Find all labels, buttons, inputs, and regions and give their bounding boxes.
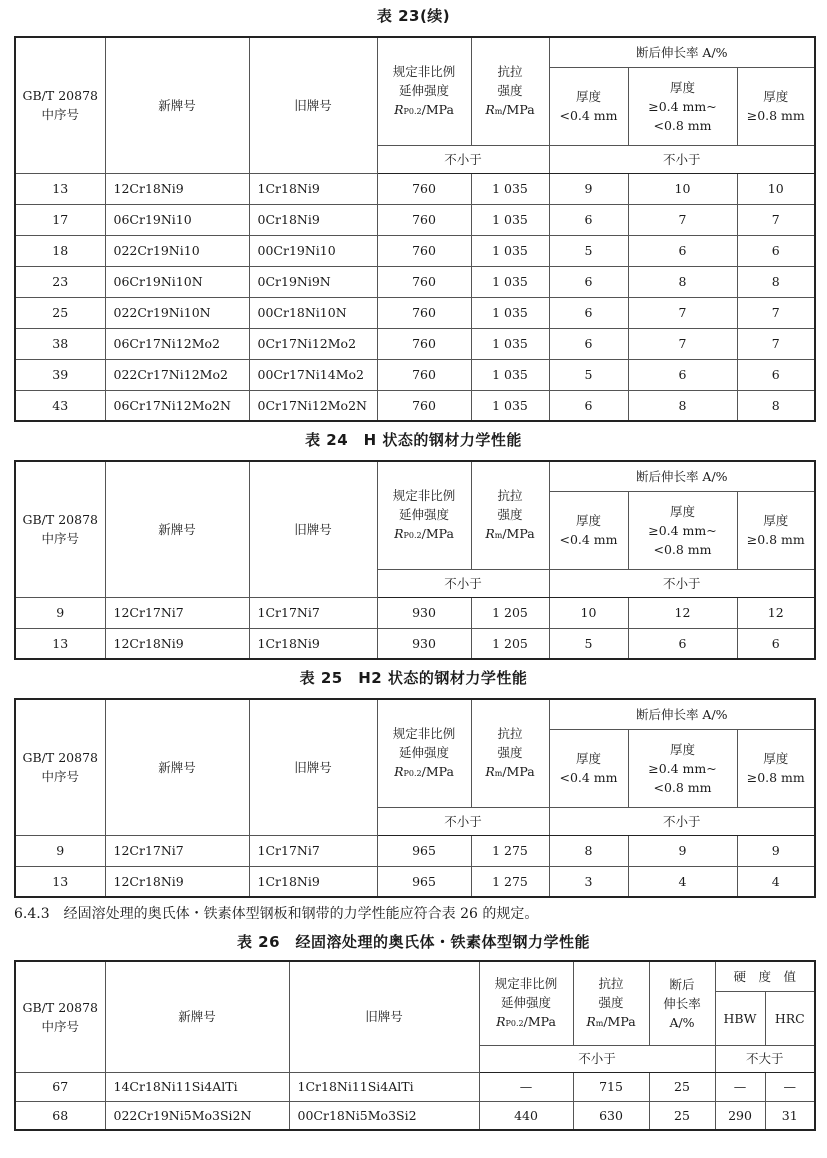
- col-header-gb: GB/T 20878 中序号: [15, 37, 105, 173]
- table-cell: 6: [549, 390, 628, 421]
- col-header-gb: GB/T 20878 中序号: [15, 699, 105, 835]
- table-cell: 1 035: [471, 328, 549, 359]
- table-cell: 9: [15, 597, 105, 628]
- col-header-gb: GB/T 20878 中序号: [15, 961, 105, 1072]
- table-cell: 1Cr18Ni9: [249, 173, 377, 204]
- table-cell: 6: [737, 359, 815, 390]
- col-header-elongation: 断后伸长率 A/%: [549, 699, 815, 729]
- table-cell: 8: [549, 835, 628, 866]
- table-cell: 022Cr19Ni10N: [105, 297, 249, 328]
- col-header-max: 不大于: [715, 1045, 815, 1072]
- table-cell: 4: [628, 866, 737, 897]
- table-cell: 760: [377, 390, 471, 421]
- table-23-header: [15, 37, 815, 173]
- table-row: [15, 835, 815, 866]
- table-cell: 06Cr19Ni10N: [105, 266, 249, 297]
- table-cell: 1Cr18Ni9: [249, 866, 377, 897]
- col-header-thickness-3: 厚度 ≥0.8 mm: [737, 491, 815, 569]
- table-cell: 6: [549, 266, 628, 297]
- col-header-new-grade: 新牌号: [105, 37, 249, 173]
- table-row: [15, 173, 815, 204]
- table-cell: 6: [628, 359, 737, 390]
- table-row: [15, 328, 815, 359]
- col-header-min-elongation: 不小于: [549, 145, 815, 173]
- table-cell: 440: [479, 1101, 573, 1130]
- table-cell: 25: [649, 1072, 715, 1101]
- col-header-old-grade: 旧牌号: [289, 961, 479, 1072]
- table-cell: 00Cr18Ni5Mo3Si2: [289, 1101, 479, 1130]
- table-cell: 67: [15, 1072, 105, 1101]
- table-cell: 1 035: [471, 235, 549, 266]
- table-cell: 7: [737, 328, 815, 359]
- table-cell: 760: [377, 204, 471, 235]
- table-row: [15, 359, 815, 390]
- table-cell: 965: [377, 866, 471, 897]
- table-cell: 0Cr17Ni12Mo2N: [249, 390, 377, 421]
- table-row: [15, 866, 815, 897]
- table-cell: 17: [15, 204, 105, 235]
- table-23-caption: 表 23(续): [376, 7, 451, 25]
- table-23-body: [15, 173, 815, 421]
- col-header-old-grade: 旧牌号: [249, 37, 377, 173]
- col-header-tensile: 抗拉 强度 Rm/MPa: [573, 961, 649, 1045]
- col-header-new-grade: 新牌号: [105, 699, 249, 835]
- table-cell: 1 035: [471, 266, 549, 297]
- table-cell: 12: [628, 597, 737, 628]
- table-cell: 9: [549, 173, 628, 204]
- col-header-thickness-2: 厚度 ≥0.4 mm~ <0.8 mm: [628, 67, 737, 145]
- table-cell: 13: [15, 173, 105, 204]
- table-26-header: [15, 961, 815, 1072]
- col-header-thickness-1: 厚度 <0.4 mm: [549, 67, 628, 145]
- col-header-new-grade: 新牌号: [105, 961, 289, 1072]
- table-cell: 7: [628, 204, 737, 235]
- table-cell: 1Cr17Ni7: [249, 597, 377, 628]
- table-cell: 5: [549, 359, 628, 390]
- table-row: [15, 1072, 815, 1101]
- table-row: [15, 628, 815, 659]
- table-cell: 1 035: [471, 390, 549, 421]
- table-cell: 39: [15, 359, 105, 390]
- table-cell: 760: [377, 173, 471, 204]
- table-cell: 10: [628, 173, 737, 204]
- table-row: [15, 597, 815, 628]
- table-cell: 25: [649, 1101, 715, 1130]
- col-header-tensile: 抗拉 强度 Rm/MPa: [471, 699, 549, 807]
- col-header-gb: GB/T 20878 中序号: [15, 461, 105, 597]
- table-25-body: [15, 835, 815, 897]
- table-cell: 5: [549, 235, 628, 266]
- col-header-yield: 规定非比例 延伸强度 RP0.2/MPa: [479, 961, 573, 1045]
- table-cell: 3: [549, 866, 628, 897]
- table-cell: 022Cr19Ni10: [105, 235, 249, 266]
- table-cell: 8: [737, 390, 815, 421]
- table-cell: 760: [377, 266, 471, 297]
- col-header-yield: 规定非比例 延伸强度 RP0.2/MPa: [377, 461, 471, 569]
- col-header-min-strength: 不小于: [377, 807, 549, 835]
- table-cell: 760: [377, 328, 471, 359]
- col-header-thickness-2: 厚度 ≥0.4 mm~ <0.8 mm: [628, 491, 737, 569]
- col-header-min-elongation: 不小于: [549, 569, 815, 597]
- table-cell: 760: [377, 297, 471, 328]
- table-cell: 12Cr18Ni9: [105, 173, 249, 204]
- table-25: [14, 698, 816, 898]
- table-row: [15, 297, 815, 328]
- table-cell: 930: [377, 597, 471, 628]
- table-cell: 1 205: [471, 597, 549, 628]
- table-cell: 965: [377, 835, 471, 866]
- col-header-thickness-2: 厚度 ≥0.4 mm~ <0.8 mm: [628, 729, 737, 807]
- table-cell: 13: [15, 628, 105, 659]
- col-header-elongation: 断后伸长率 A/%: [549, 461, 815, 491]
- table-cell: 8: [737, 266, 815, 297]
- table-cell: 12Cr18Ni9: [105, 866, 249, 897]
- table-cell: —: [479, 1072, 573, 1101]
- table-cell: 7: [628, 297, 737, 328]
- table-row: [15, 204, 815, 235]
- col-header-new-grade: 新牌号: [105, 461, 249, 597]
- table-cell: 00Cr17Ni14Mo2: [249, 359, 377, 390]
- table-cell: 10: [549, 597, 628, 628]
- table-cell: 06Cr17Ni12Mo2N: [105, 390, 249, 421]
- table-cell: 290: [715, 1101, 765, 1130]
- table-25-caption: 表 25 H2 状态的钢材力学性能: [299, 669, 528, 687]
- table-cell: 12Cr17Ni7: [105, 597, 249, 628]
- table-cell: 12: [737, 597, 815, 628]
- col-header-min-elongation: 不小于: [549, 807, 815, 835]
- table-cell: 1 275: [471, 835, 549, 866]
- table-cell: 630: [573, 1101, 649, 1130]
- table-cell: 25: [15, 297, 105, 328]
- table-cell: 8: [628, 390, 737, 421]
- col-header-tensile: 抗拉 强度 Rm/MPa: [471, 37, 549, 145]
- table-cell: 8: [628, 266, 737, 297]
- table-26-body: [15, 1072, 815, 1130]
- table-cell: 6: [628, 235, 737, 266]
- table-cell: —: [765, 1072, 815, 1101]
- col-header-hrc: HRC: [765, 991, 815, 1045]
- col-header-min-strength: 不小于: [377, 145, 549, 173]
- table-cell: 4: [737, 866, 815, 897]
- table-cell: 14Cr18Ni11Si4AlTi: [105, 1072, 289, 1101]
- table-cell: 7: [628, 328, 737, 359]
- col-header-old-grade: 旧牌号: [249, 461, 377, 597]
- col-header-yield: 规定非比例 延伸强度 RP0.2/MPa: [377, 37, 471, 145]
- table-cell: 6: [737, 235, 815, 266]
- table-row: [15, 390, 815, 421]
- table-24-body: [15, 597, 815, 659]
- table-cell: 1 035: [471, 297, 549, 328]
- table-cell: 9: [628, 835, 737, 866]
- table-cell: 12Cr17Ni7: [105, 835, 249, 866]
- col-header-thickness-3: 厚度 ≥0.8 mm: [737, 729, 815, 807]
- table-cell: 23: [15, 266, 105, 297]
- table-24-caption: 表 24 H 状态的钢材力学性能: [305, 431, 522, 449]
- table-cell: 43: [15, 390, 105, 421]
- col-header-tensile: 抗拉 强度 Rm/MPa: [471, 461, 549, 569]
- table-cell: 13: [15, 866, 105, 897]
- col-header-thickness-3: 厚度 ≥0.8 mm: [737, 67, 815, 145]
- table-cell: 6: [549, 297, 628, 328]
- table-cell: 6: [549, 204, 628, 235]
- col-header-elongation: 断后伸长率 A/%: [549, 37, 815, 67]
- table-cell: 1 205: [471, 628, 549, 659]
- table-cell: 1 035: [471, 204, 549, 235]
- table-cell: 00Cr18Ni10N: [249, 297, 377, 328]
- table-cell: 06Cr19Ni10: [105, 204, 249, 235]
- col-header-elongation: 断后 伸长率 A/%: [649, 961, 715, 1045]
- table-cell: 31: [765, 1101, 815, 1130]
- table-row: [15, 1101, 815, 1130]
- table-cell: 0Cr17Ni12Mo2: [249, 328, 377, 359]
- table-cell: 715: [573, 1072, 649, 1101]
- table-cell: 022Cr17Ni12Mo2: [105, 359, 249, 390]
- table-cell: 022Cr19Ni5Mo3Si2N: [105, 1101, 289, 1130]
- table-row: [15, 266, 815, 297]
- table-cell: 10: [737, 173, 815, 204]
- table-cell: 1Cr18Ni11Si4AlTi: [289, 1072, 479, 1101]
- table-cell: 06Cr17Ni12Mo2: [105, 328, 249, 359]
- table-cell: 68: [15, 1101, 105, 1130]
- table-26: [14, 960, 816, 1131]
- table-cell: 6: [737, 628, 815, 659]
- table-cell: 1 275: [471, 866, 549, 897]
- table-cell: 6: [628, 628, 737, 659]
- table-cell: 1 035: [471, 173, 549, 204]
- table-cell: 1Cr18Ni9: [249, 628, 377, 659]
- col-header-thickness-1: 厚度 <0.4 mm: [549, 729, 628, 807]
- col-header-min: 不小于: [479, 1045, 715, 1072]
- table-cell: 930: [377, 628, 471, 659]
- col-header-yield: 规定非比例 延伸强度 RP0.2/MPa: [377, 699, 471, 807]
- col-header-hbw: HBW: [715, 991, 765, 1045]
- table-cell: 6: [549, 328, 628, 359]
- table-cell: 5: [549, 628, 628, 659]
- table-cell: 7: [737, 297, 815, 328]
- table-cell: 0Cr18Ni9: [249, 204, 377, 235]
- col-header-thickness-1: 厚度 <0.4 mm: [549, 491, 628, 569]
- table-24: [14, 460, 816, 660]
- table-cell: 9: [737, 835, 815, 866]
- table-cell: 9: [15, 835, 105, 866]
- col-header-old-grade: 旧牌号: [249, 699, 377, 835]
- table-24-header: [15, 461, 815, 597]
- table-cell: 38: [15, 328, 105, 359]
- clause-6-4-3: 6.4.3 经固溶处理的奥氏体・铁素体型钢板和钢带的力学性能应符合表 26 的规定。: [14, 906, 539, 922]
- table-cell: —: [715, 1072, 765, 1101]
- table-23: [14, 36, 816, 422]
- table-cell: 760: [377, 359, 471, 390]
- col-header-min-strength: 不小于: [377, 569, 549, 597]
- table-cell: 760: [377, 235, 471, 266]
- table-row: [15, 235, 815, 266]
- table-cell: 12Cr18Ni9: [105, 628, 249, 659]
- table-cell: 00Cr19Ni10: [249, 235, 377, 266]
- table-cell: 1 035: [471, 359, 549, 390]
- table-cell: 18: [15, 235, 105, 266]
- col-header-hardness: 硬 度 值: [715, 961, 815, 991]
- table-cell: 7: [737, 204, 815, 235]
- table-cell: 0Cr19Ni9N: [249, 266, 377, 297]
- table-cell: 1Cr17Ni7: [249, 835, 377, 866]
- table-26-caption: 表 26 经固溶处理的奥氏体・铁素体型钢力学性能: [236, 933, 591, 951]
- table-25-header: [15, 699, 815, 835]
